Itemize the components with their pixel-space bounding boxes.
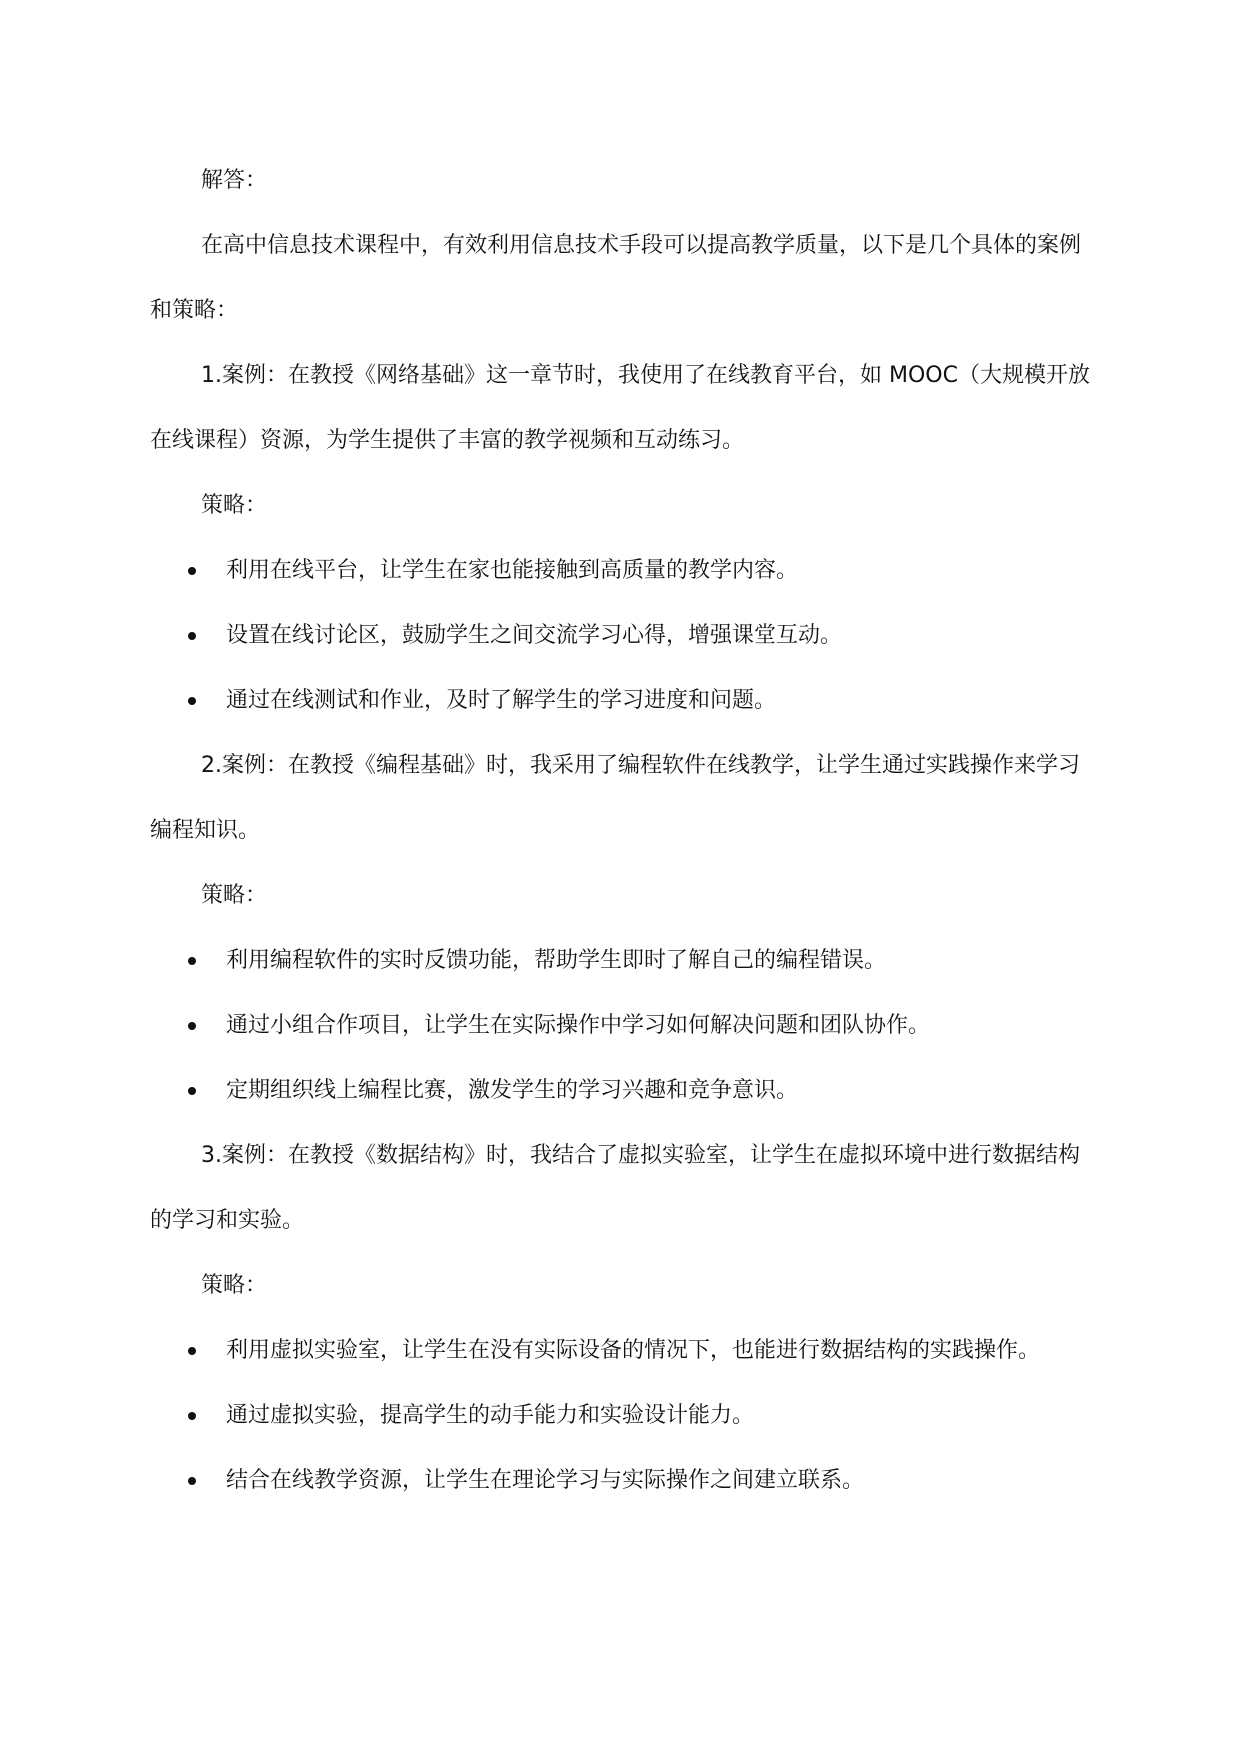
- list-item-text: 设置在线讨论区，鼓励学生之间交流学习心得，增强课堂互动。: [226, 623, 843, 648]
- case-1-strategy-label: 策略：: [201, 493, 268, 518]
- bullet-icon: [188, 1347, 196, 1355]
- list-item: [150, 1058, 1091, 1123]
- list-item: [150, 1448, 1091, 1513]
- list-item-text: 通过小组合作项目，让学生在实际操作中学习如何解决问题和团队协作。: [226, 1013, 931, 1038]
- list-item: [150, 928, 1091, 993]
- case-2-strategy-list: [150, 928, 1091, 1123]
- case-1-strategy-list: [150, 538, 1091, 733]
- document-page: [150, 148, 1091, 1513]
- list-item: [150, 538, 1091, 603]
- list-item: [150, 1318, 1091, 1383]
- case-3-strategy-list: [150, 1318, 1091, 1513]
- list-item-text: 定期组织线上编程比赛，激发学生的学习兴趣和竞争意识。: [226, 1078, 799, 1103]
- list-item: [150, 1383, 1091, 1448]
- list-item-text: 利用编程软件的实时反馈功能，帮助学生即时了解自己的编程错误。: [226, 948, 887, 973]
- list-item-text: 通过虚拟实验，提高学生的动手能力和实验设计能力。: [226, 1403, 755, 1428]
- list-item-text: 利用在线平台，让学生在家也能接触到高质量的教学内容。: [226, 558, 799, 583]
- bullet-icon: [188, 632, 196, 640]
- list-item-text: 利用虚拟实验室，让学生在没有实际设备的情况下，也能进行数据结构的实践操作。: [226, 1338, 1041, 1363]
- bullet-icon: [188, 1087, 196, 1095]
- case-2-text: 2.案例：在教授《编程基础》时，我采用了编程软件在线教学，让学生通过实践操作来学习编程知识。: [150, 753, 1080, 843]
- bullet-icon: [188, 697, 196, 705]
- case-3-text: 3.案例：在教授《数据结构》时，我结合了虚拟实验室，让学生在虚拟环境中进行数据结构的学习和实验。: [150, 1143, 1080, 1233]
- case-3-strategy-label: 策略：: [201, 1273, 268, 1298]
- list-item-text: 通过在线测试和作业，及时了解学生的学习进度和问题。: [226, 688, 777, 713]
- bullet-icon: [188, 1477, 196, 1485]
- answer-label: 解答：: [201, 168, 268, 193]
- case-2-strategy-label: 策略：: [201, 883, 268, 908]
- bullet-icon: [188, 1412, 196, 1420]
- list-item: [150, 603, 1091, 668]
- bullet-icon: [188, 1022, 196, 1030]
- list-item: [150, 668, 1091, 733]
- list-item-text: 结合在线教学资源，让学生在理论学习与实际操作之间建立联系。: [226, 1468, 865, 1493]
- case-1-text: 1.案例：在教授《网络基础》这一章节时，我使用了在线教育平台，如 MOOC（大规模开放在线课程）资源，为学生提供了丰富的教学视频和互动练习。: [150, 363, 1090, 453]
- intro-paragraph: 在高中信息技术课程中，有效利用信息技术手段可以提高教学质量，以下是几个具体的案例和策略：: [150, 233, 1082, 323]
- list-item: [150, 993, 1091, 1058]
- bullet-icon: [188, 567, 196, 575]
- bullet-icon: [188, 957, 196, 965]
